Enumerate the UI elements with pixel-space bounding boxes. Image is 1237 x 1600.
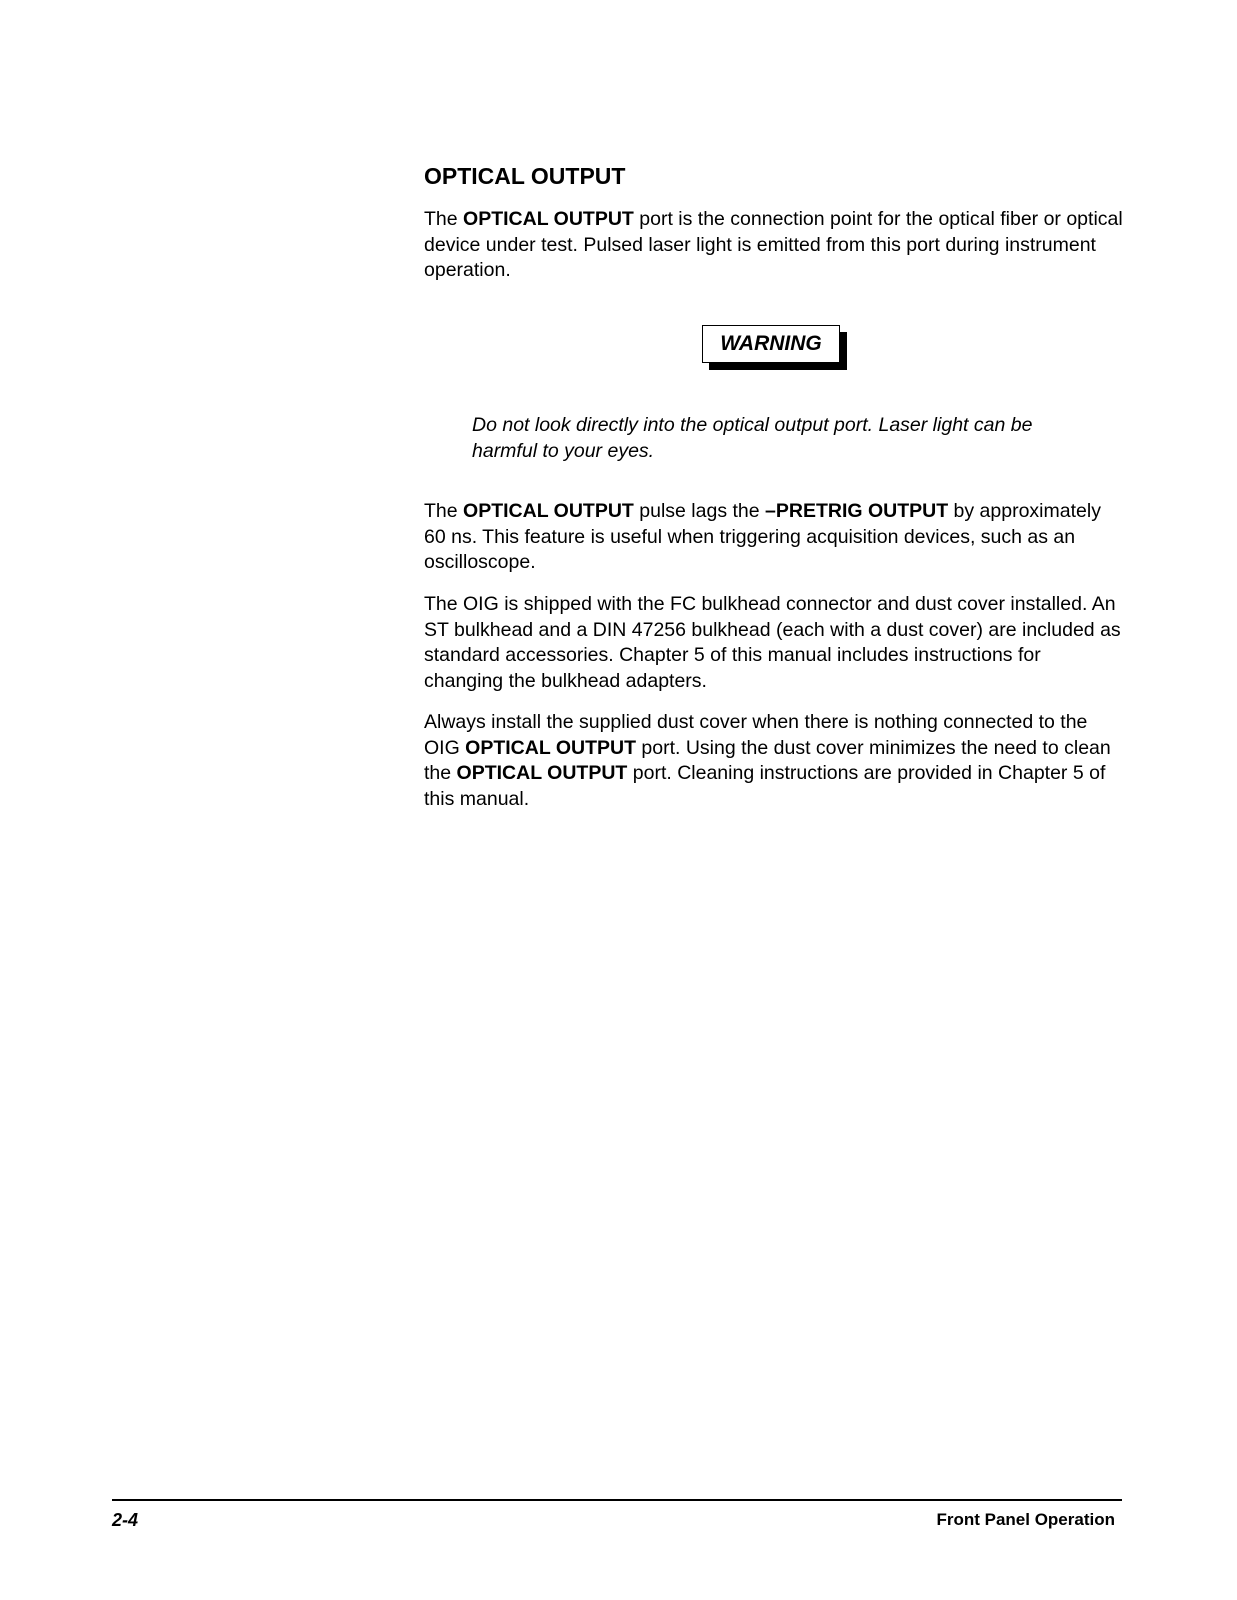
bold-term: OPTICAL OUTPUT bbox=[463, 208, 634, 230]
text-span: by approximately 60 ns. This feature is useful when triggering acquisition devices, such as an oscilloscope. bbox=[424, 500, 1101, 573]
bold-term: OPTICAL OUTPUT bbox=[465, 736, 636, 759]
bold-term: –PRETRIG OUTPUT bbox=[765, 500, 949, 522]
warning-label: WARNING bbox=[702, 325, 840, 363]
footer-rule bbox=[112, 1499, 1122, 1501]
text-span: port is the connection point for the optical fiber or optical device under test. Pulsed laser light is emitted from this port during instrument operation. bbox=[424, 208, 1123, 281]
text-span: port. Cleaning instructions are provided in Chapter 5 of this manual. bbox=[424, 762, 1106, 810]
text-span: The bbox=[424, 208, 464, 230]
text-span: pulse lags the bbox=[633, 500, 766, 522]
paragraph-pulse-lag bbox=[424, 499, 1124, 576]
footer-section-title: Front Panel Operation bbox=[936, 1510, 1115, 1529]
text-span: The bbox=[424, 500, 464, 522]
paragraph-bulkhead-connectors: The OIG is shipped with the FC bulkhead connector and dust cover installed. An ST bulkhead and a DIN 47256 bulkhead (each with a dust cover) are included as standard accessories. Chapter 5 of this manual includes instructions for changing the bulkhead adapters. bbox=[424, 593, 1121, 692]
section-heading: OPTICAL OUTPUT bbox=[424, 163, 626, 189]
warning-callout bbox=[702, 325, 840, 363]
bold-term: OPTICAL OUTPUT bbox=[463, 500, 634, 522]
page-number: 2-4 bbox=[112, 1510, 139, 1530]
text-span: port. Using the dust cover minimizes the need to clean the bbox=[424, 736, 1111, 784]
paragraph-optical-output-intro bbox=[424, 207, 1124, 284]
text-span: Always install the supplied dust cover when there is nothing connected to the OIG bbox=[424, 711, 1088, 759]
bold-term: OPTICAL OUTPUT bbox=[456, 762, 628, 784]
warning-text: Do not look directly into the optical output port. Laser light can be harmful to your eyes. bbox=[472, 414, 1033, 462]
paragraph-dust-cover bbox=[424, 710, 1124, 812]
